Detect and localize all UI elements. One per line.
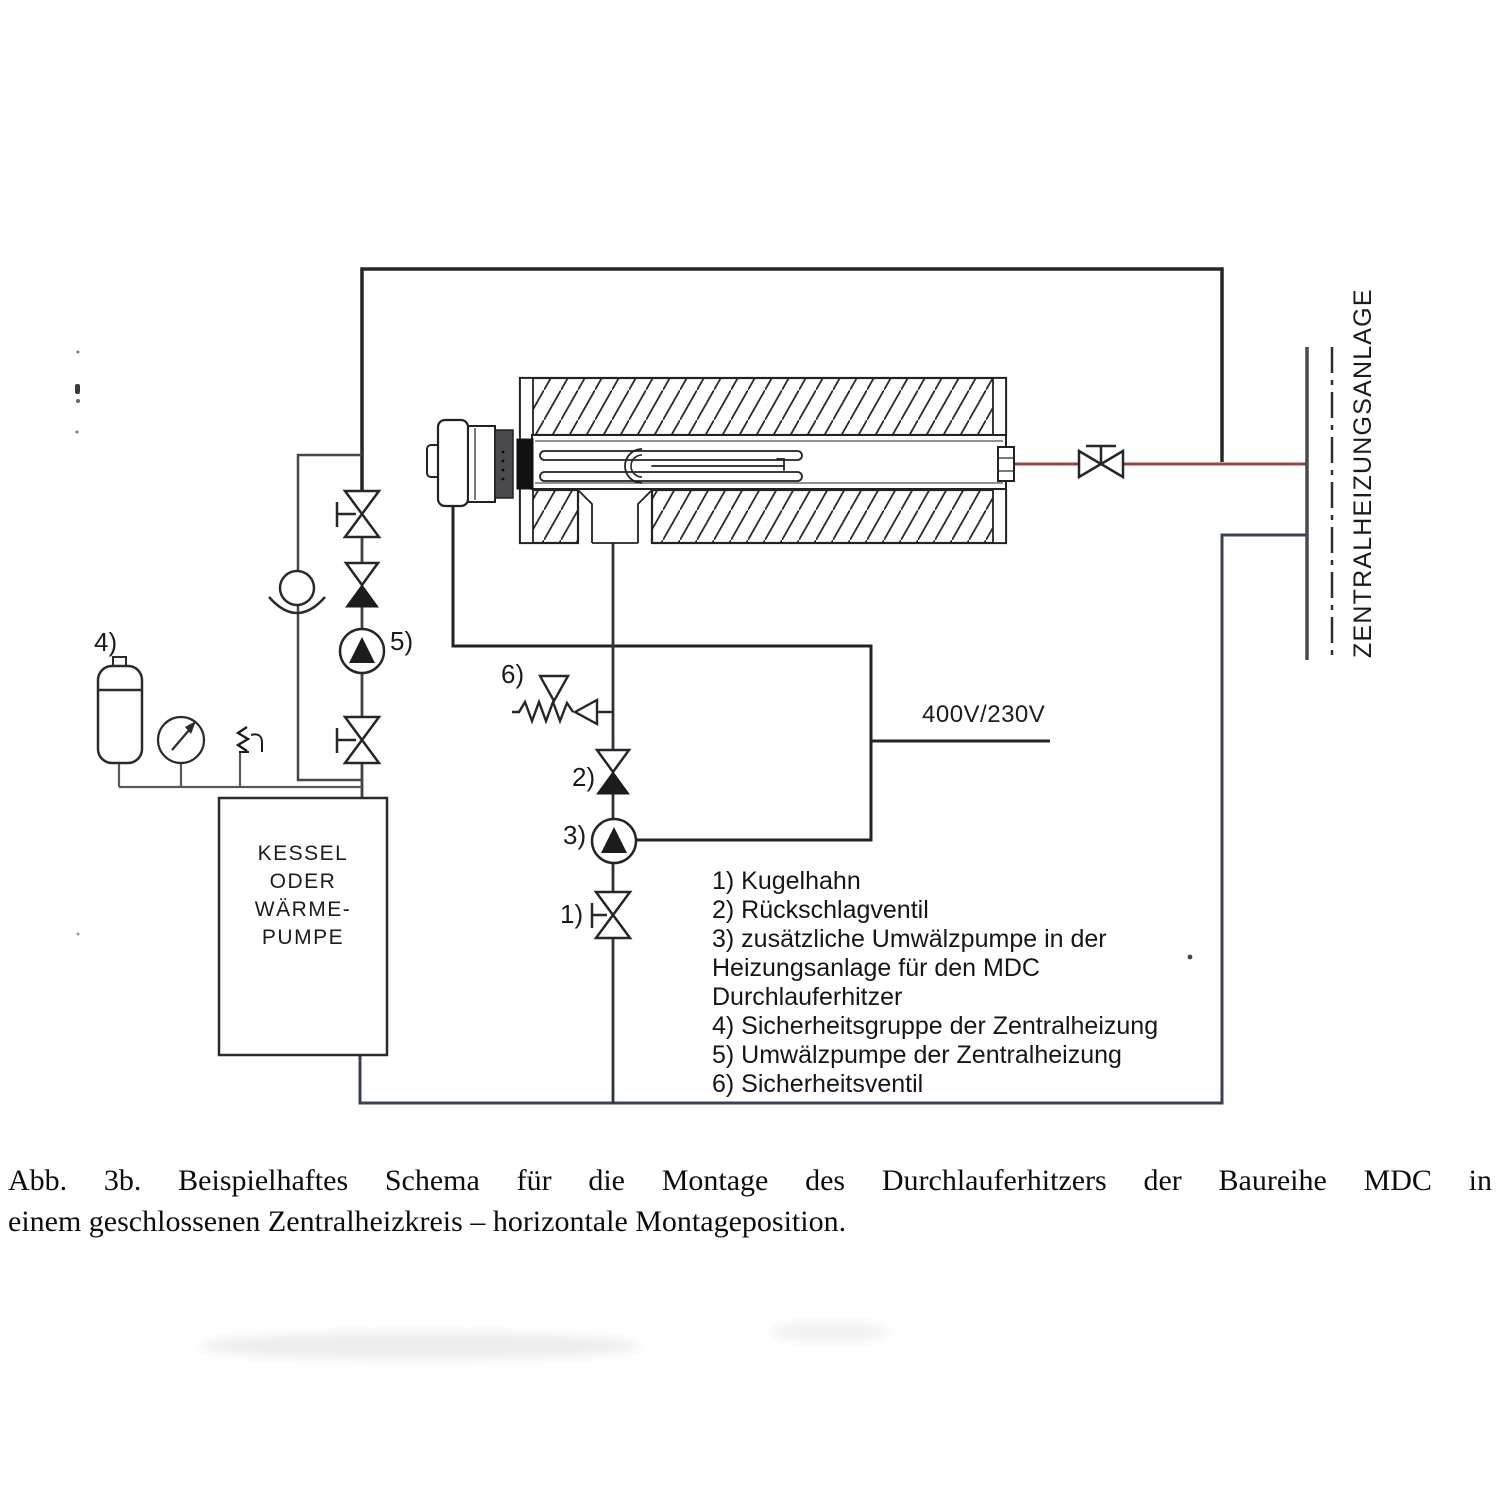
- legend-line: 1) Kugelhahn: [712, 867, 861, 895]
- legend-line: 2) Rückschlagventil: [712, 896, 929, 924]
- shutoff-valve-bottom-left: [337, 717, 379, 763]
- boiler-label-line: PUMPE: [261, 926, 345, 949]
- check-valve-left: [346, 563, 378, 607]
- pump-5: [340, 629, 384, 673]
- safety-group: [98, 657, 362, 787]
- heater-connection-head: [427, 420, 533, 506]
- callout-4: 4): [94, 627, 118, 657]
- boiler-label-line: KESSEL: [257, 842, 349, 865]
- check-valve-2: [597, 750, 629, 794]
- left-branch: [269, 455, 362, 780]
- callout-5: 5): [390, 626, 414, 656]
- legend-line: 3) zusätzliche Umwälzpumpe in der: [712, 925, 1107, 953]
- safety-valve-6: [512, 676, 613, 724]
- air-vent: [238, 727, 262, 752]
- ball-valve-1: [592, 892, 630, 938]
- expansion-vessel: [98, 657, 142, 763]
- legend: [712, 867, 1158, 1099]
- figure-caption: [8, 1160, 1492, 1242]
- heater-unit: [427, 378, 1014, 543]
- caption-line-2: einem geschlossenen Zentralheizkreis – horizontale Montageposition.: [8, 1205, 847, 1238]
- central-heating-wall-label: ZENTRALHEIZUNGSANLAGE: [1349, 288, 1377, 658]
- heating-wall: [1307, 347, 1332, 660]
- callout-1: 1): [560, 899, 584, 929]
- supply-valve: [1079, 446, 1123, 477]
- legend-line: 6) Sicherheitsventil: [712, 1070, 924, 1098]
- callout-2: 2): [572, 762, 596, 792]
- legend-line: 5) Umwälzpumpe der Zentralheizung: [712, 1041, 1122, 1069]
- pump-3: [592, 819, 636, 863]
- callout-3: 3): [563, 820, 587, 850]
- heater-bottom-port: [578, 490, 652, 543]
- boiler-label: [219, 840, 387, 952]
- boiler-label-line: WÄRME-: [254, 898, 352, 921]
- legend-line: 4) Sicherheitsgruppe der Zentralheizung: [712, 1012, 1159, 1040]
- legend-line: Durchlauferhitzer: [712, 983, 903, 1011]
- boiler-label-line: ODER: [269, 870, 337, 893]
- shutoff-valve-top-left: [337, 491, 379, 537]
- legend-line: Heizungsanlage für den MDC: [712, 954, 1040, 982]
- scan-smudge: [770, 1322, 890, 1342]
- callout-6: 6): [501, 659, 525, 689]
- heater-outlet-fitting: [998, 447, 1014, 481]
- caption-line-1: Abb. 3b. Beispielhaftes Schema für die Montage des Durchlauferhitzers der Baureihe MDC in: [8, 1164, 1492, 1197]
- pressure-gauge: [158, 717, 204, 763]
- scan-smudge: [200, 1332, 640, 1360]
- power-rating-label: 400V/230V: [922, 701, 1046, 728]
